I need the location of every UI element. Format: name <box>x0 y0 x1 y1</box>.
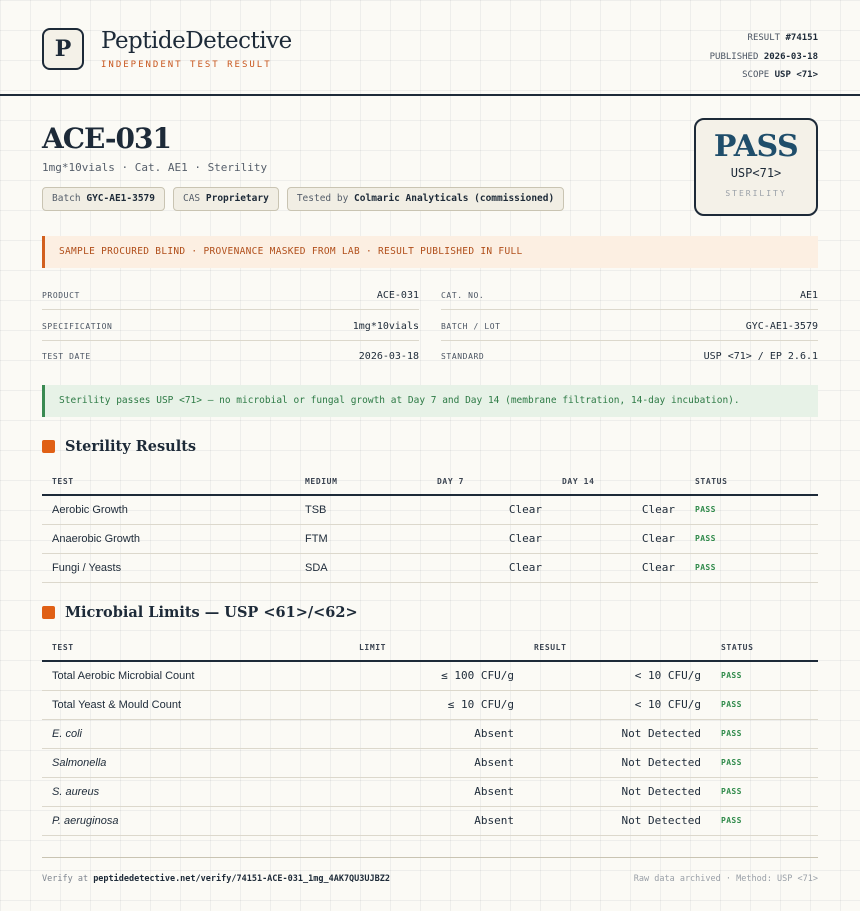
info-test-date <box>42 341 419 371</box>
day7-result: Clear <box>427 495 552 524</box>
logo: P <box>42 28 84 70</box>
table-header-row <box>42 634 818 661</box>
badge-category: STERILITY <box>725 189 787 198</box>
limit: ≤ 100 CFU/g <box>349 661 524 690</box>
result-id: RESULT #74151 <box>747 33 818 43</box>
info-label: TEST DATE <box>42 352 91 361</box>
status-badge: PASS <box>711 806 818 835</box>
info-label: BATCH / LOT <box>441 322 501 331</box>
test-name: E. coli <box>42 719 349 748</box>
sterility-section-title <box>42 438 196 455</box>
info-cat-no <box>441 280 818 310</box>
table-row <box>42 777 818 806</box>
result: Not Detected <box>524 719 711 748</box>
footer-divider <box>42 857 818 858</box>
status-badge: PASS <box>711 777 818 806</box>
info-value: USP <71> / EP 2.6.1 <box>703 351 818 362</box>
info-label: SPECIFICATION <box>42 322 113 331</box>
medium: FTM <box>295 524 427 553</box>
product-chips <box>42 187 564 211</box>
section-title-text: Sterility Results <box>65 438 197 455</box>
result: Not Detected <box>524 777 711 806</box>
footer-method-note: Raw data archived · Method: USP <71> <box>633 874 818 884</box>
table-header-row <box>42 468 818 495</box>
section-title-text: Microbial Limits — USP <61>/<62> <box>65 604 358 621</box>
microbial-limits-table <box>42 634 818 836</box>
sterility-verdict: Sterility passes USP <71> — no microbial or fungal growth at Day 7 and Day 14 (membrane filtration, 14-day incubation). <box>42 385 818 417</box>
day7-result: Clear <box>427 524 552 553</box>
column-header: DAY 7 <box>427 468 552 495</box>
brand-tagline: INDEPENDENT TEST RESULT <box>101 60 272 70</box>
cas-chip: CAS Proprietary <box>173 187 279 211</box>
column-header: TEST <box>42 468 295 495</box>
batch-chip: Batch GYC-AE1-3579 <box>42 187 165 211</box>
test-name: S. aureus <box>42 777 349 806</box>
microbial-section-title <box>42 604 358 621</box>
medium: TSB <box>295 495 427 524</box>
pass-badge <box>694 118 818 216</box>
info-label: PRODUCT <box>42 291 80 300</box>
test-name: Total Aerobic Microbial Count <box>42 661 349 690</box>
badge-standard: USP<71> <box>730 166 782 180</box>
blind-procurement-notice: SAMPLE PROCURED BLIND · PROVENANCE MASKED FROM LAB · RESULT PUBLISHED IN FULL <box>42 236 818 268</box>
info-label: STANDARD <box>441 352 485 361</box>
table-row <box>42 806 818 835</box>
verify-label: Verify at <box>42 874 89 884</box>
limit: Absent <box>349 777 524 806</box>
column-header: TEST <box>42 634 349 661</box>
day14-result: Clear <box>552 495 685 524</box>
test-name: Total Yeast & Mould Count <box>42 690 349 719</box>
info-value: 2026-03-18 <box>358 351 419 362</box>
scope: SCOPE USP <71> <box>742 70 818 80</box>
info-value: AE1 <box>799 290 818 301</box>
badge-result: PASS <box>713 129 799 164</box>
column-header: LIMIT <box>349 634 524 661</box>
info-batch-lot <box>441 311 818 341</box>
column-header: RESULT <box>524 634 711 661</box>
limit: ≤ 10 CFU/g <box>349 690 524 719</box>
day14-result: Clear <box>552 553 685 582</box>
column-header: DAY 14 <box>552 468 685 495</box>
brand-name: PeptideDetective <box>101 28 292 54</box>
info-standard <box>441 341 818 371</box>
info-value: ACE-031 <box>376 290 419 301</box>
table-row <box>42 748 818 777</box>
result: Not Detected <box>524 806 711 835</box>
status-badge: PASS <box>685 495 818 524</box>
info-product <box>42 280 419 310</box>
day14-result: Clear <box>552 524 685 553</box>
test-name: Aerobic Growth <box>42 495 295 524</box>
column-header: STATUS <box>711 634 818 661</box>
result: < 10 CFU/g <box>524 661 711 690</box>
column-header: MEDIUM <box>295 468 427 495</box>
test-name: P. aeruginosa <box>42 806 349 835</box>
column-header: STATUS <box>685 468 818 495</box>
info-specification <box>42 311 419 341</box>
report-header <box>0 0 860 95</box>
table-row <box>42 719 818 748</box>
table-row <box>42 524 818 553</box>
test-name: Anaerobic Growth <box>42 524 295 553</box>
report-meta <box>710 29 818 85</box>
limit: Absent <box>349 806 524 835</box>
info-value: GYC-AE1-3579 <box>745 321 818 332</box>
info-label: CAT. NO. <box>441 291 485 300</box>
verify-line <box>42 874 390 884</box>
day7-result: Clear <box>427 553 552 582</box>
test-name: Fungi / Yeasts <box>42 553 295 582</box>
verify-link[interactable]: peptidedetective.net/verify/74151-ACE-031_1mg_4AK7QU3UJBZ2 <box>93 874 390 884</box>
limit: Absent <box>349 719 524 748</box>
medium: SDA <box>295 553 427 582</box>
table-row <box>42 661 818 690</box>
status-badge: PASS <box>711 690 818 719</box>
table-row <box>42 553 818 582</box>
limit: Absent <box>349 748 524 777</box>
status-badge: PASS <box>685 553 818 582</box>
table-row <box>42 690 818 719</box>
section-marker-icon <box>42 606 55 619</box>
info-value: 1mg*10vials <box>352 321 419 332</box>
result: < 10 CFU/g <box>524 690 711 719</box>
header-divider <box>0 94 860 96</box>
status-badge: PASS <box>711 719 818 748</box>
section-marker-icon <box>42 440 55 453</box>
status-badge: PASS <box>711 661 818 690</box>
table-row <box>42 495 818 524</box>
product-subtitle: 1mg*10vials · Cat. AE1 · Sterility <box>42 161 268 174</box>
published-date: PUBLISHED 2026-03-18 <box>709 51 818 62</box>
product-title: ACE-031 <box>42 122 171 155</box>
status-badge: PASS <box>711 748 818 777</box>
sterility-table <box>42 468 818 583</box>
test-name: Salmonella <box>42 748 349 777</box>
status-badge: PASS <box>685 524 818 553</box>
tested-by-chip: Tested by Colmaric Analyticals (commissioned) <box>287 187 564 211</box>
result: Not Detected <box>524 748 711 777</box>
